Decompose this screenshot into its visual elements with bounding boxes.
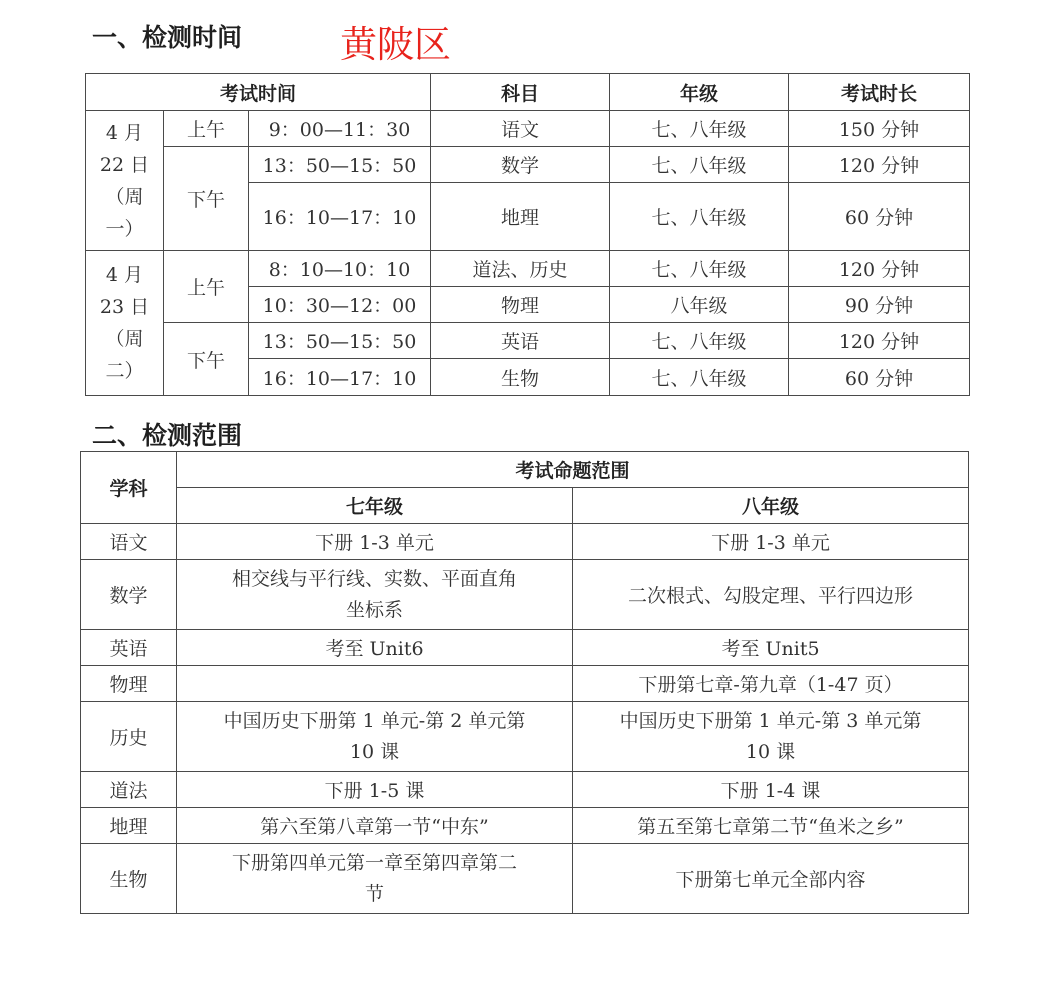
header-grade: 年级	[610, 74, 789, 111]
grade7-scope-cell: 相交线与平行线、实数、平面直角 坐标系	[177, 560, 573, 630]
grade8-scope-cell: 下册第七单元全部内容	[573, 844, 969, 914]
grade-cell: 七、八年级	[610, 359, 789, 396]
grade7-scope-cell: 下册第四单元第一章至第四章第二 节	[177, 844, 573, 914]
header-grade-8: 八年级	[573, 488, 969, 524]
district-label: 黄陂区	[340, 23, 451, 66]
table-row	[81, 772, 969, 808]
header-duration: 考试时长	[789, 74, 970, 111]
subject-cell: 道法、历史	[431, 251, 610, 287]
subject-cell: 数学	[81, 560, 177, 630]
duration-cell: 90 分钟	[789, 287, 970, 323]
subject-cell: 生物	[81, 844, 177, 914]
grade7-scope-cell	[177, 666, 573, 702]
time-cell: 16：10—17：10	[249, 183, 431, 251]
duration-cell: 150 分钟	[789, 111, 970, 147]
duration-cell: 120 分钟	[789, 147, 970, 183]
table-row	[81, 630, 969, 666]
subject-cell: 道法	[81, 772, 177, 808]
date-cell: 4 月 23 日 （周 二）	[86, 251, 164, 396]
table-row	[86, 251, 970, 287]
duration-cell: 60 分钟	[789, 183, 970, 251]
grade8-scope-cell: 下册 1-4 课	[573, 772, 969, 808]
table-row	[86, 111, 970, 147]
period-cell: 上午	[164, 251, 249, 323]
grade8-scope-cell: 下册第七章-第九章（1-47 页）	[573, 666, 969, 702]
grade8-scope-cell: 二次根式、勾股定理、平行四边形	[573, 560, 969, 630]
header-exam-range: 考试命题范围	[177, 452, 969, 488]
table-row	[86, 147, 970, 183]
subject-cell: 生物	[431, 359, 610, 396]
grade-cell: 七、八年级	[610, 147, 789, 183]
subject-cell: 语文	[81, 524, 177, 560]
grade8-scope-cell: 考至 Unit5	[573, 630, 969, 666]
duration-cell: 120 分钟	[789, 323, 970, 359]
grade-cell: 七、八年级	[610, 323, 789, 359]
grade8-scope-cell: 中国历史下册第 1 单元-第 3 单元第 10 课	[573, 702, 969, 772]
grade7-scope-cell: 下册 1-3 单元	[177, 524, 573, 560]
subject-cell: 语文	[431, 111, 610, 147]
grade7-scope-cell: 第六至第八章第一节“中东”	[177, 808, 573, 844]
table-row	[86, 323, 970, 359]
period-cell: 下午	[164, 147, 249, 251]
table-row	[81, 808, 969, 844]
table-row	[81, 560, 969, 630]
duration-cell: 120 分钟	[789, 251, 970, 287]
subject-cell: 数学	[431, 147, 610, 183]
grade-cell: 七、八年级	[610, 111, 789, 147]
section-heading-scope: 二、检测范围	[92, 421, 243, 450]
subject-cell: 英语	[81, 630, 177, 666]
table-row	[81, 844, 969, 914]
grade7-scope-cell: 考至 Unit6	[177, 630, 573, 666]
grade-cell: 七、八年级	[610, 183, 789, 251]
grade8-scope-cell: 下册 1-3 单元	[573, 524, 969, 560]
subject-cell: 英语	[431, 323, 610, 359]
subject-cell: 物理	[81, 666, 177, 702]
header-exam-time: 考试时间	[86, 74, 431, 111]
schedule-table	[85, 73, 970, 396]
time-cell: 9：00—11：30	[249, 111, 431, 147]
header-subject: 学科	[81, 452, 177, 524]
subject-cell: 地理	[431, 183, 610, 251]
table-row	[81, 666, 969, 702]
grade7-scope-cell: 下册 1-5 课	[177, 772, 573, 808]
grade-cell: 八年级	[610, 287, 789, 323]
grade8-scope-cell: 第五至第七章第二节“鱼米之乡”	[573, 808, 969, 844]
time-cell: 13：50—15：50	[249, 323, 431, 359]
subject-cell: 历史	[81, 702, 177, 772]
time-cell: 16：10—17：10	[249, 359, 431, 396]
time-cell: 10：30—12：00	[249, 287, 431, 323]
grade7-scope-cell: 中国历史下册第 1 单元-第 2 单元第 10 课	[177, 702, 573, 772]
header-grade-7: 七年级	[177, 488, 573, 524]
header-subject: 科目	[431, 74, 610, 111]
subject-cell: 地理	[81, 808, 177, 844]
duration-cell: 60 分钟	[789, 359, 970, 396]
time-cell: 13：50—15：50	[249, 147, 431, 183]
grade-cell: 七、八年级	[610, 251, 789, 287]
section-heading-time: 一、检测时间	[92, 23, 243, 52]
period-cell: 下午	[164, 323, 249, 396]
time-cell: 8：10—10：10	[249, 251, 431, 287]
subject-cell: 物理	[431, 287, 610, 323]
date-cell: 4 月 22 日 （周 一）	[86, 111, 164, 251]
period-cell: 上午	[164, 111, 249, 147]
table-row	[81, 702, 969, 772]
scope-table	[80, 451, 969, 914]
table-row	[81, 524, 969, 560]
